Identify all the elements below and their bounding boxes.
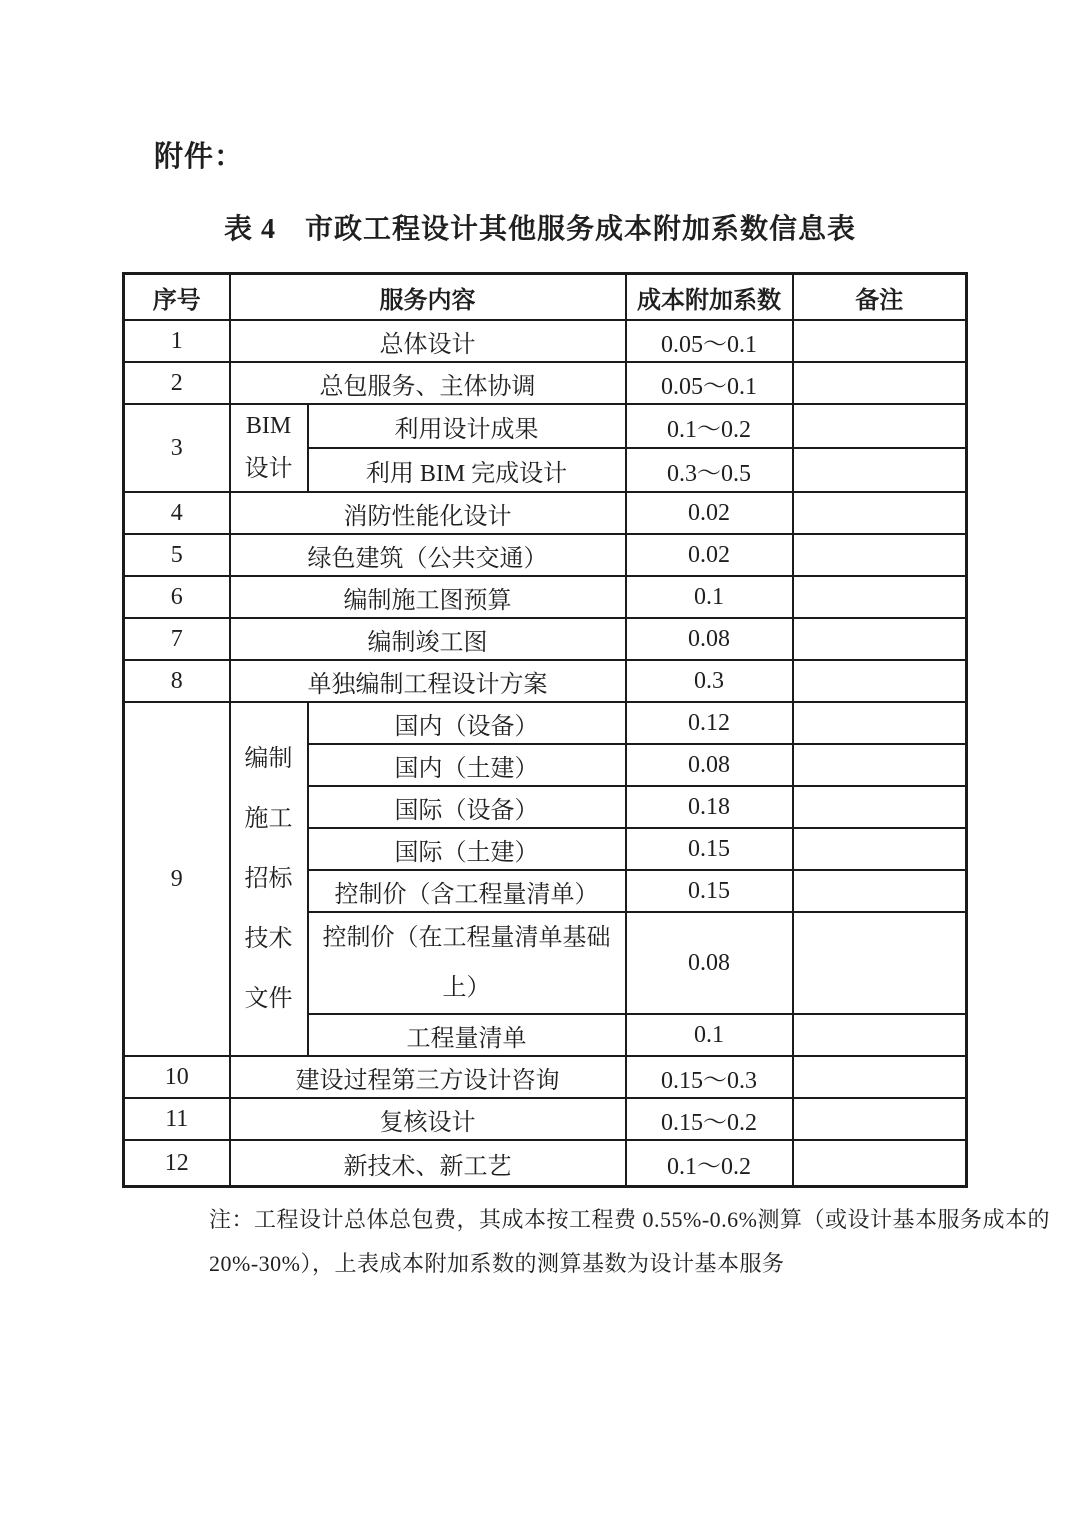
service-cell: 国内（土建） xyxy=(308,744,626,786)
remark-cell xyxy=(793,1140,967,1187)
coefficient-cell: 0.08 xyxy=(626,912,793,1014)
remark-cell xyxy=(793,362,967,404)
group-label-line: 施工 xyxy=(244,806,293,832)
remark-cell xyxy=(793,912,967,1014)
coefficient-cell: 0.12 xyxy=(626,702,793,744)
footnote-line-1: 注：工程设计总体总包费，其成本按工程费 0.55%-0.6%测算（或设计基本服务成本的 xyxy=(209,1207,1050,1232)
table-row xyxy=(124,576,967,618)
remark-cell xyxy=(793,492,967,534)
row-no-cell: 6 xyxy=(124,576,230,618)
table-title: 表 4 市政工程设计其他服务成本附加系数信息表 xyxy=(223,214,856,245)
table-row xyxy=(124,320,967,362)
coefficient-cell: 0.15 xyxy=(626,828,793,870)
row-no-cell: 2 xyxy=(124,362,230,404)
service-cell: 国际（土建） xyxy=(308,828,626,870)
remark-cell xyxy=(793,828,967,870)
coefficient-cell: 0.08 xyxy=(626,744,793,786)
service-cell: 总包服务、主体协调 xyxy=(230,362,626,404)
remark-cell xyxy=(793,576,967,618)
row-no-cell: 4 xyxy=(124,492,230,534)
table-container xyxy=(122,272,968,1188)
service-cell: 新技术、新工艺 xyxy=(230,1140,626,1187)
remark-cell xyxy=(793,1056,967,1098)
table-header-row xyxy=(124,274,967,321)
service-cell: 建设过程第三方设计咨询 xyxy=(230,1056,626,1098)
remark-cell xyxy=(793,1098,967,1140)
coefficient-cell: 0.05～0.1 xyxy=(626,362,793,404)
coefficient-cell: 0.1 xyxy=(626,576,793,618)
footnote xyxy=(209,1198,1050,1286)
table-row xyxy=(124,1140,967,1187)
header-service: 服务内容 xyxy=(230,274,626,321)
remark-cell xyxy=(793,404,967,448)
table-row xyxy=(124,1056,967,1098)
remark-cell xyxy=(793,448,967,492)
row-no-cell: 10 xyxy=(124,1056,230,1098)
service-cell: 国际（设备） xyxy=(308,786,626,828)
footnote-line-2: 20%-30%），上表成本附加系数的测算基数为设计基本服务 xyxy=(209,1251,785,1276)
service-cell: 利用设计成果 xyxy=(308,404,626,448)
row-no-cell: 1 xyxy=(124,320,230,362)
coefficient-cell: 0.3～0.5 xyxy=(626,448,793,492)
coefficient-cell: 0.02 xyxy=(626,492,793,534)
group-label-cell xyxy=(230,404,308,492)
group-label-line: 文件 xyxy=(244,986,293,1012)
row-no-cell: 8 xyxy=(124,660,230,702)
group-label-line: 招标 xyxy=(244,866,293,892)
coefficient-cell: 0.1 xyxy=(626,1014,793,1056)
service-cell: 工程量清单 xyxy=(308,1014,626,1056)
coefficient-cell: 0.18 xyxy=(626,786,793,828)
table-row xyxy=(124,1098,967,1140)
group-label-line: 技术 xyxy=(244,926,293,952)
coefficient-cell: 0.08 xyxy=(626,618,793,660)
row-no-cell: 3 xyxy=(124,404,230,492)
row-no-cell: 7 xyxy=(124,618,230,660)
coefficient-cell: 0.02 xyxy=(626,534,793,576)
header-coefficient: 成本附加系数 xyxy=(626,274,793,321)
service-cell: 消防性能化设计 xyxy=(230,492,626,534)
coefficient-cell: 0.15～0.2 xyxy=(626,1098,793,1140)
coefficient-cell: 0.1～0.2 xyxy=(626,404,793,448)
table-row xyxy=(124,534,967,576)
coefficient-cell: 0.05～0.1 xyxy=(626,320,793,362)
table-row xyxy=(124,618,967,660)
coefficient-cell: 0.15 xyxy=(626,870,793,912)
service-cell: 绿色建筑（公共交通） xyxy=(230,534,626,576)
service-cell: 控制价（在工程量清单基础上） xyxy=(308,912,626,1014)
table-row xyxy=(124,702,967,744)
service-cell: 国内（设备） xyxy=(308,702,626,744)
coefficient-cell: 0.3 xyxy=(626,660,793,702)
row-no-cell: 5 xyxy=(124,534,230,576)
table-row xyxy=(124,492,967,534)
service-cell: 总体设计 xyxy=(230,320,626,362)
service-cell: 单独编制工程设计方案 xyxy=(230,660,626,702)
group-label-line: 设计 xyxy=(244,456,293,482)
coefficient-cell: 0.1～0.2 xyxy=(626,1140,793,1187)
remark-cell xyxy=(793,870,967,912)
remark-cell xyxy=(793,744,967,786)
service-cell: 编制施工图预算 xyxy=(230,576,626,618)
group-label-line: 编制 xyxy=(244,746,293,772)
attachment-label: 附件： xyxy=(154,141,245,173)
service-cell: 控制价（含工程量清单） xyxy=(308,870,626,912)
service-cell: 编制竣工图 xyxy=(230,618,626,660)
remark-cell xyxy=(793,618,967,660)
remark-cell xyxy=(793,786,967,828)
table-row xyxy=(124,362,967,404)
header-remark: 备注 xyxy=(793,274,967,321)
service-cell: 复核设计 xyxy=(230,1098,626,1140)
row-no-cell: 11 xyxy=(124,1098,230,1140)
service-cell: 利用 BIM 完成设计 xyxy=(308,448,626,492)
services-table xyxy=(122,272,968,1188)
remark-cell xyxy=(793,534,967,576)
remark-cell xyxy=(793,660,967,702)
table-row xyxy=(124,660,967,702)
header-no: 序号 xyxy=(124,274,230,321)
remark-cell xyxy=(793,702,967,744)
coefficient-cell: 0.15～0.3 xyxy=(626,1056,793,1098)
group-label-cell xyxy=(230,702,308,1056)
remark-cell xyxy=(793,320,967,362)
remark-cell xyxy=(793,1014,967,1056)
row-no-cell: 9 xyxy=(124,702,230,1056)
row-no-cell: 12 xyxy=(124,1140,230,1187)
table-row xyxy=(124,404,967,448)
group-label-line: BIM xyxy=(245,413,292,439)
